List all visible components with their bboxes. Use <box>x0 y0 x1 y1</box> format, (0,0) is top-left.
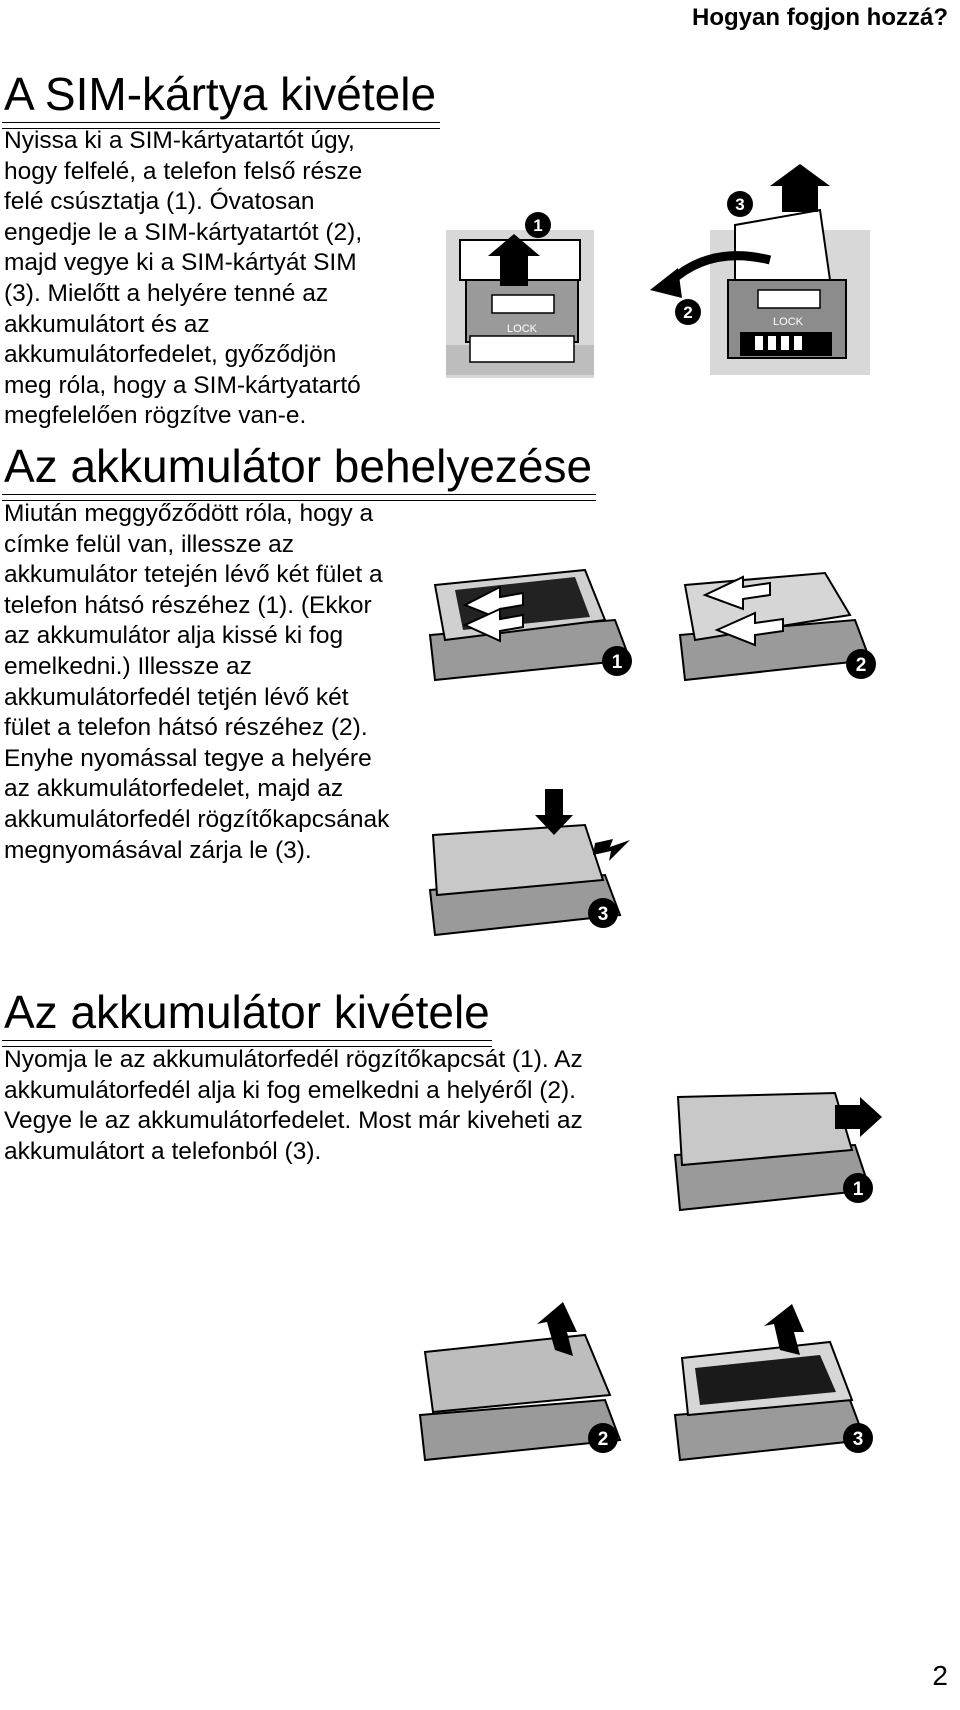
svg-text:1: 1 <box>533 216 543 235</box>
section-title-sim: A SIM-kártya kivétele <box>4 68 437 120</box>
sim-holder-open-illustration <box>440 200 600 380</box>
page-number: 2 <box>932 1660 948 1691</box>
svg-text:2: 2 <box>683 303 693 322</box>
lock-label: LOCK <box>507 323 537 335</box>
svg-text:1: 1 <box>852 1179 864 1200</box>
svg-text:2: 2 <box>597 1429 609 1450</box>
running-header: Hogyan fogjon hozzá? <box>692 4 948 31</box>
svg-text:3: 3 <box>597 904 609 925</box>
battery-insert-step3-illustration <box>425 785 645 945</box>
battery-remove-step2-illustration <box>415 1300 645 1470</box>
svg-text:3: 3 <box>735 195 745 214</box>
section-title-battery-remove: Az akkumulátor kivétele <box>4 986 490 1038</box>
battery-insert-step2-illustration <box>675 565 885 695</box>
section-body-battery-remove: Nyomja le az akkumulátorfedél rögzítőkapcsát (1). Az akkumulátorfedél alja ki fog emelkedni a helyéről (2). Vegye le az akkumulátorfedelet. Most már kiveheti az akkumulátort a telefonból (3). <box>4 1046 583 1165</box>
svg-text:3: 3 <box>852 1429 864 1450</box>
section-title-battery-insert: Az akkumulátor behelyezése <box>4 440 593 492</box>
sim-card-removal-illustration <box>640 160 880 380</box>
lock-label: LOCK <box>773 316 803 328</box>
section-body-sim: Nyissa ki a SIM-kártyatartót úgy, hogy felfelé, a telefon felső része felé csúsztatja (1). Óvatosan engedje le a SIM-kártyatartót (2), majd vegye ki a SIM-kártyát SIM (3). Mielőtt a helyére tenné az akkumulátort és az akkumulátorfedelet, győződjön meg róla, hogy a SIM-kártyatartó megfelelően rögzítve van-e. <box>4 127 363 430</box>
battery-remove-step1-illustration <box>670 1085 890 1225</box>
svg-text:1: 1 <box>611 652 623 673</box>
battery-insert-step1-illustration <box>425 565 645 695</box>
svg-text:2: 2 <box>855 655 867 676</box>
battery-remove-step3-illustration <box>670 1300 890 1470</box>
section-body-battery-insert: Miután meggyőződött róla, hogy a címke felül van, illessze az akkumulátor tetején lévő két fület a telefon hátsó részéhez (1). (Ekkor az akkumulátor alja kissé ki fog emelkedni.) Illessze az akkumulátorfedél tetjén lévő két fület a telefon hátsó részéhez (2). Enyhe nyomással tegye a helyére az akkumulátorfedelet, majd az akkumulátorfedél rögzítőkapcsának megnyomásával zárja le (3). <box>4 500 390 864</box>
